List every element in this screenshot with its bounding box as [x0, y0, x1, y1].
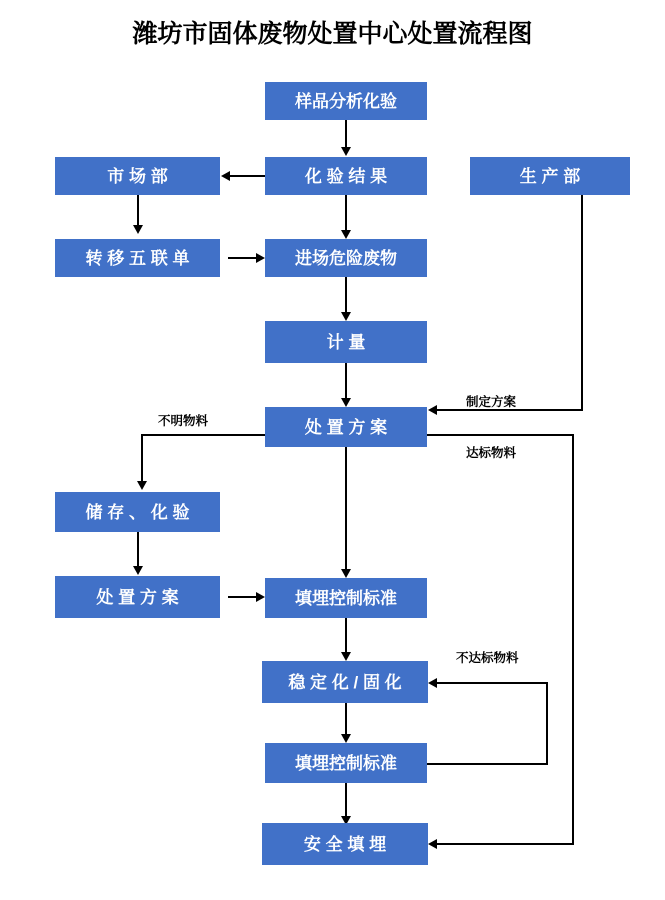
edge-label-unqualified-material: 不明物料: [158, 414, 209, 428]
arrowhead-landfill1-to-stabilization: [341, 652, 351, 661]
arrow-plan-to-safe-h-top: [427, 434, 574, 436]
node-disposal-plan-label: 处 置 方 案: [304, 417, 388, 437]
page-title: 潍坊市固体废物处置中心处置流程图: [132, 20, 533, 48]
arrowhead-market-to-transfer: [133, 225, 143, 234]
node-sample-analysis-label: 样品分析化验: [295, 91, 397, 111]
arrow-production-down: [581, 195, 583, 411]
node-disposal-plan[interactable]: [265, 407, 427, 447]
node-storage-test[interactable]: [55, 492, 220, 532]
node-measurement-label: 计 量: [326, 332, 366, 352]
arrowhead-storage-to-plan2: [133, 566, 143, 575]
node-landfill-standard-2-label: 填埋控制标准: [295, 753, 397, 773]
arrowhead-result-to-incoming: [341, 230, 351, 239]
node-disposal-plan-2-label: 处 置 方 案: [96, 587, 179, 607]
node-test-result[interactable]: [265, 157, 427, 195]
node-stabilization-label: 稳 定 化 / 固 化: [288, 672, 402, 692]
arrow-transfer-to-incoming: [228, 257, 256, 259]
arrowhead-plan-to-safe: [428, 839, 437, 849]
node-landfill-standard-1[interactable]: [265, 578, 427, 618]
arrowhead-plan2-to-landfill1: [256, 592, 265, 602]
arrow-landfill1-to-stabilization: [345, 618, 347, 652]
arrow-substandard-h-bottom: [427, 763, 548, 765]
arrow-plan-to-landfill1: [345, 447, 347, 569]
node-storage-test-label: 储 存 、 化 验: [85, 502, 190, 522]
node-landfill-standard-1-label: 填埋控制标准: [295, 588, 397, 608]
node-stabilization[interactable]: [262, 661, 428, 703]
arrowhead-substandard-to-stabilization: [428, 678, 437, 688]
arrow-incoming-to-measure: [345, 277, 347, 312]
node-measurement[interactable]: [265, 321, 427, 363]
arrow-result-to-incoming: [345, 195, 347, 230]
arrowhead-stabilization-to-landfill2: [341, 734, 351, 743]
arrowhead-production-to-plan: [428, 405, 437, 415]
node-production-dept-label: 生 产 部: [519, 166, 581, 186]
arrowhead-transfer-to-incoming: [256, 253, 265, 263]
node-safe-landfill[interactable]: [262, 823, 428, 865]
node-transfer-form-label: 转 移 五 联 单: [85, 248, 190, 268]
arrow-substandard-v: [546, 682, 548, 765]
arrow-result-to-market: [230, 175, 265, 177]
arrowhead-incoming-to-measure: [341, 312, 351, 321]
node-test-result-label: 化 验 结 果: [304, 166, 388, 186]
arrow-market-to-transfer: [137, 195, 139, 225]
node-market-dept[interactable]: [55, 157, 220, 195]
arrow-plan2-to-landfill1: [228, 596, 256, 598]
edge-label-substandard-material: 不达标物料: [456, 651, 519, 665]
arrowhead-plan-to-storage: [137, 481, 147, 490]
node-production-dept[interactable]: [470, 157, 630, 195]
arrowhead-measure-to-plan: [341, 398, 351, 407]
arrowhead-sample-to-result: [341, 147, 351, 156]
arrow-plan-to-storage-v: [141, 434, 143, 481]
node-incoming-waste[interactable]: [265, 239, 427, 277]
arrow-plan-to-safe-v: [572, 434, 574, 844]
arrow-storage-to-plan2: [137, 532, 139, 566]
arrow-landfill2-to-safe: [345, 783, 347, 816]
node-market-dept-label: 市 场 部: [107, 166, 168, 186]
node-safe-landfill-label: 安 全 填 埋: [303, 834, 387, 854]
arrowhead-result-to-market: [221, 171, 230, 181]
edge-label-make-plan: 制定方案: [466, 395, 517, 409]
node-disposal-plan-2[interactable]: [55, 576, 220, 618]
arrow-stabilization-to-landfill2: [345, 703, 347, 734]
node-sample-analysis[interactable]: [265, 82, 427, 120]
node-incoming-waste-label: 进场危险废物: [295, 248, 397, 268]
arrow-sample-to-result: [345, 120, 347, 147]
arrowhead-plan-to-landfill1: [341, 569, 351, 578]
arrow-plan-to-storage-h: [141, 434, 265, 436]
arrow-measure-to-plan: [345, 363, 347, 398]
edge-label-qualified-material: 达标物料: [466, 446, 517, 460]
arrow-plan-to-safe-h-bottom: [437, 843, 574, 845]
arrow-substandard-h-top: [437, 682, 548, 684]
node-transfer-form[interactable]: [55, 239, 220, 277]
node-landfill-standard-2[interactable]: [265, 743, 427, 783]
